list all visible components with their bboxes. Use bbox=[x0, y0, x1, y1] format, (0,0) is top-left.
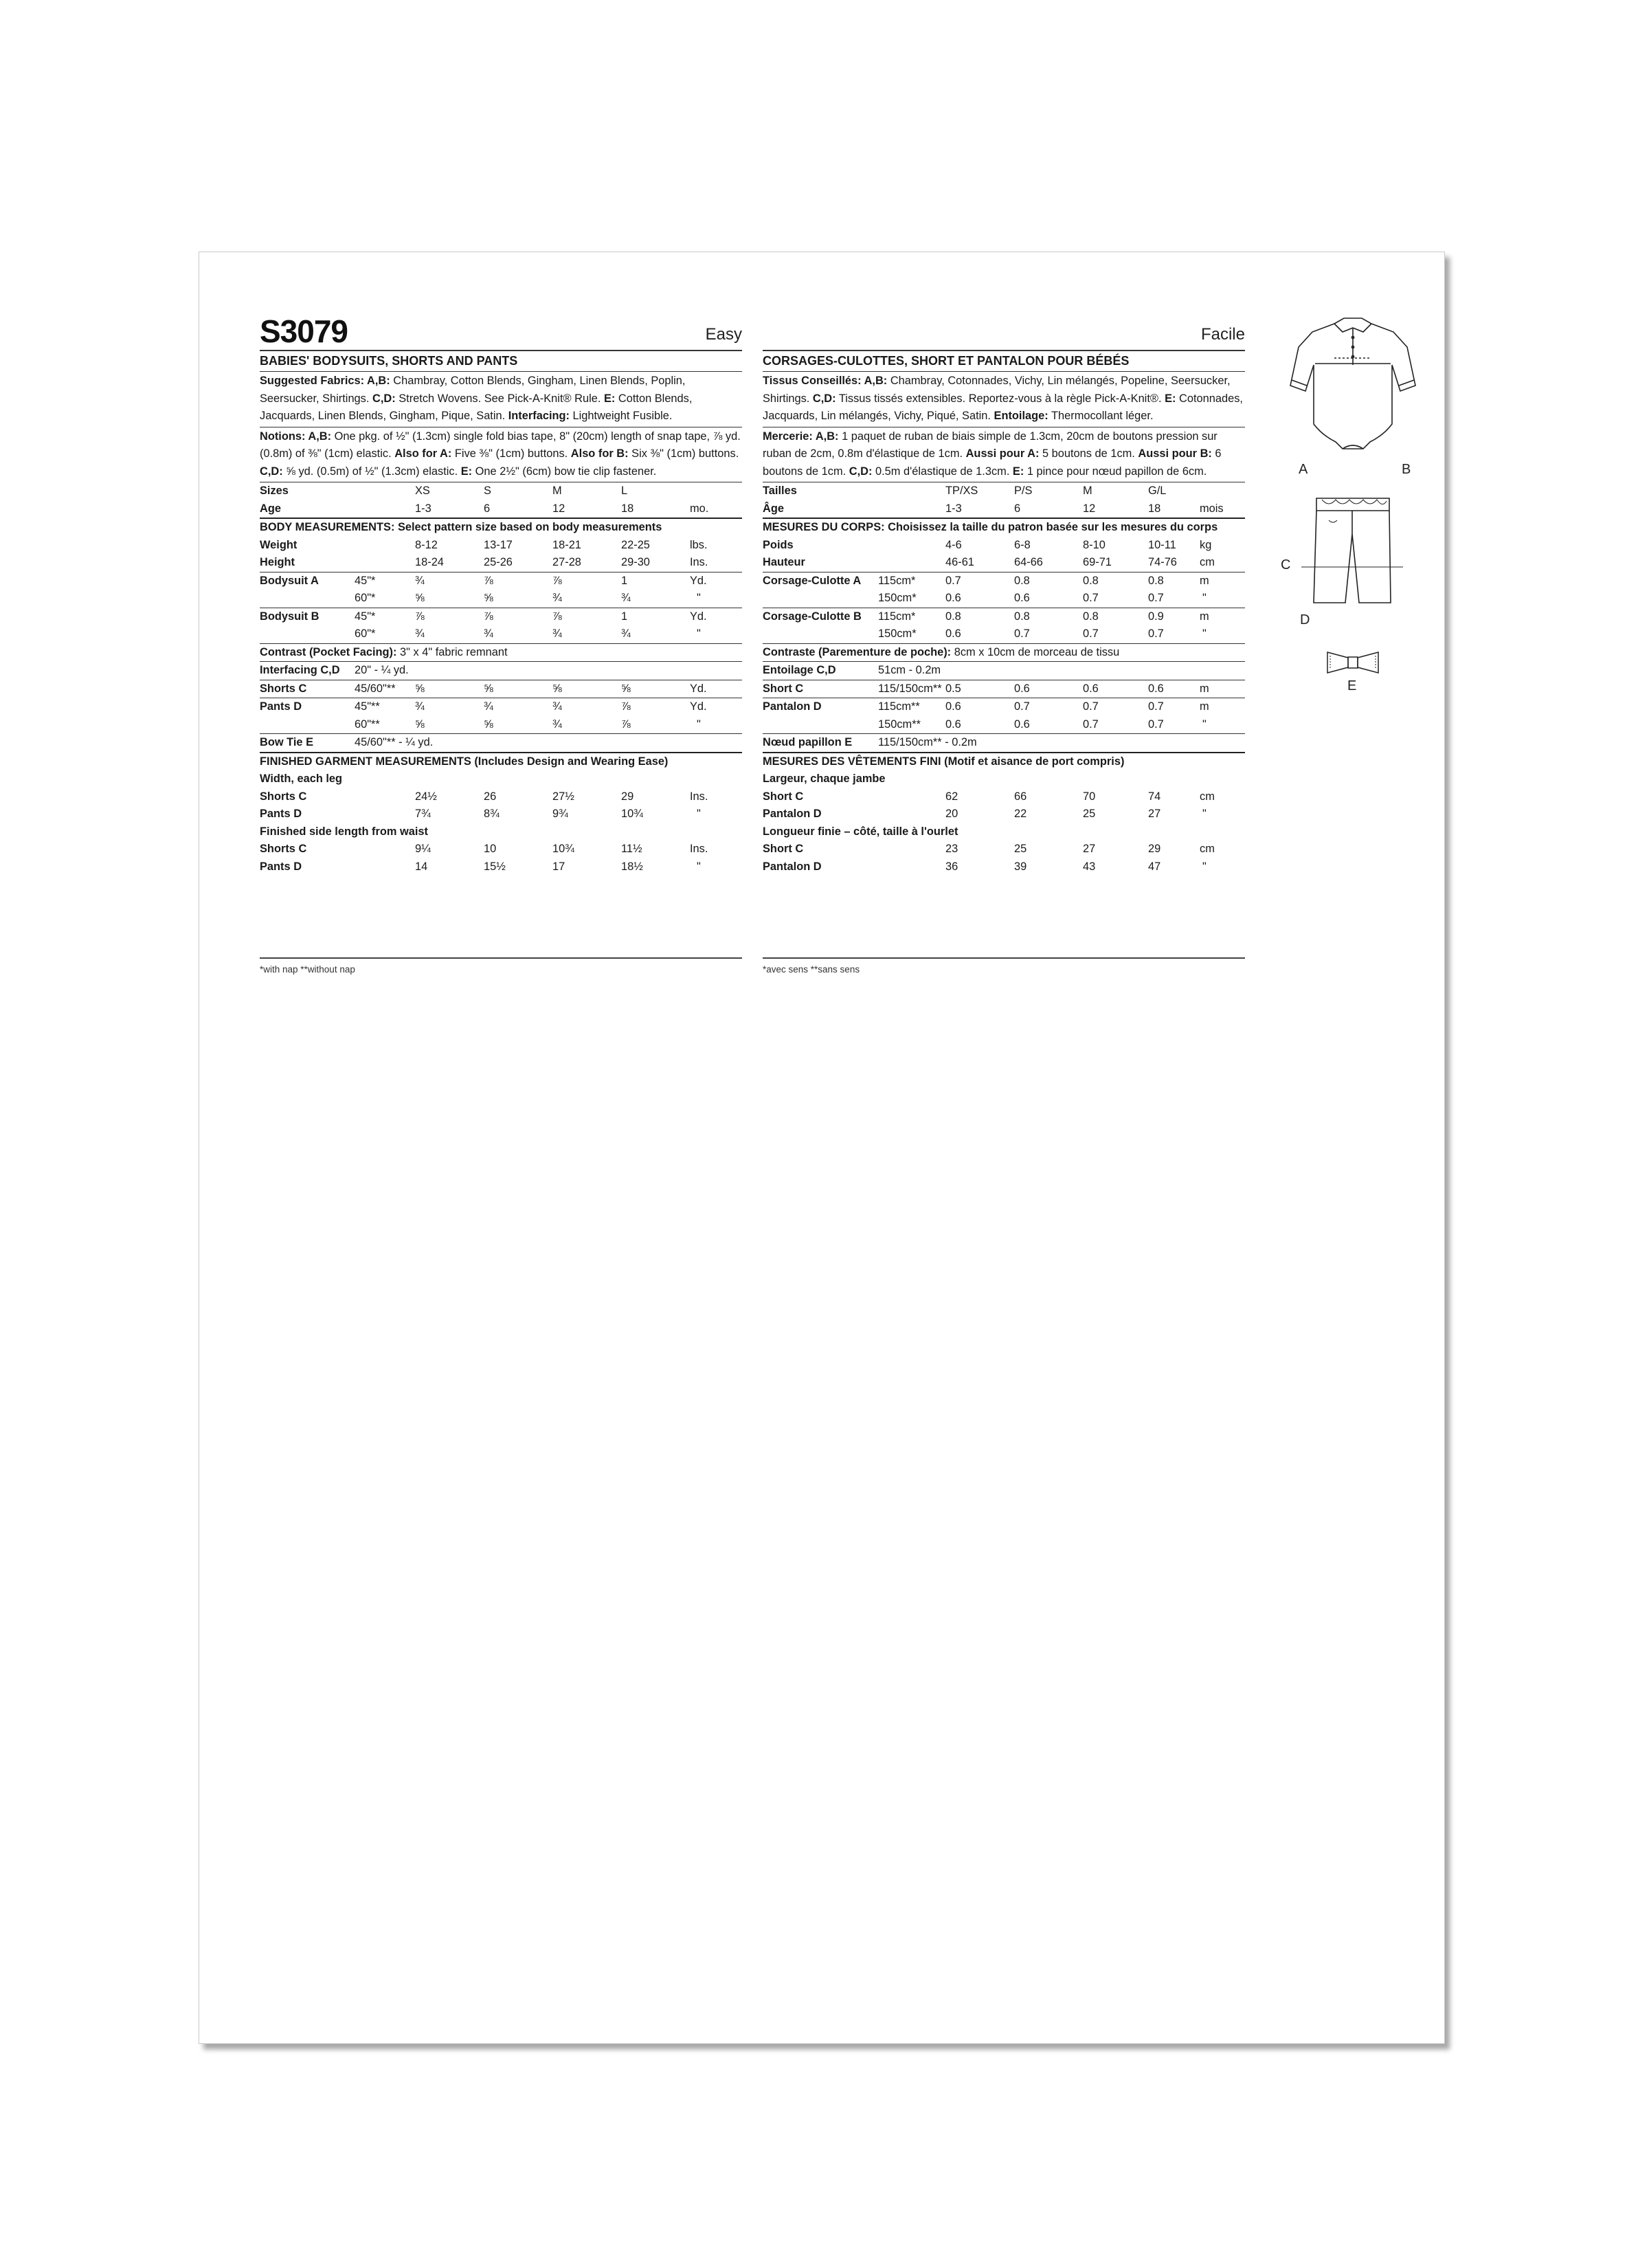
age-unit: mo. bbox=[690, 502, 709, 515]
yardage-cell: ⅝ bbox=[484, 682, 493, 695]
pattern-title: BABIES' BODYSUITS, SHORTS AND PANTS bbox=[260, 350, 742, 371]
yardage-cell: ⅞ bbox=[621, 718, 631, 731]
length-heading-text: Finished side length from waist bbox=[260, 825, 428, 838]
yardage-cell: 0.7 bbox=[1148, 700, 1164, 713]
garment-line-art bbox=[1274, 314, 1432, 699]
weight-cell: 18-21 bbox=[552, 538, 581, 551]
shorts-c-label: Shorts C bbox=[260, 682, 307, 695]
measure-cell: 22 bbox=[1014, 808, 1027, 820]
pattern-title: CORSAGES-CULOTTES, SHORT ET PANTALON POUR BÉBÉS bbox=[763, 350, 1245, 371]
suggested-fabrics: Tissus Conseillés: A,B: Chambray, Cotonnades, Vichy, Lin mélangés, Popeline, Seersucker, Shirtings. C,D: Tissus tissés extensibles. Reportez-vous à la règle Pick-A-Knit®. E: Cotonnades, Jacquards, Lin mélangés, Vichy, Piqué, Satin. Entoilage: Thermocollant léger. bbox=[763, 371, 1245, 427]
bodysuit-b-row-2 bbox=[763, 625, 1245, 643]
yardage-cell: 0.7 bbox=[1148, 718, 1164, 731]
measure-cell: 20 bbox=[945, 808, 958, 820]
height-row bbox=[763, 554, 1245, 572]
age-row bbox=[763, 500, 1245, 520]
age-cell: 18 bbox=[1148, 502, 1161, 515]
interfacing-value: 20" - ¼ yd. bbox=[355, 664, 409, 676]
yardage-cell: ¾ bbox=[552, 592, 562, 604]
body-heading-text: BODY MEASUREMENTS: Select pattern size based on body measurements bbox=[260, 521, 662, 533]
yardage-cell: ¾ bbox=[415, 700, 425, 713]
yardage-cell: ⅝ bbox=[552, 682, 562, 695]
yardage-cell: 1 bbox=[621, 610, 628, 623]
shorts-c-label: Short C bbox=[763, 843, 804, 855]
yardage-cell: 0.7 bbox=[1083, 718, 1099, 731]
bow-tie-label: Bow Tie E bbox=[260, 736, 314, 748]
shorts-c-row bbox=[763, 680, 1245, 698]
yardage-cell: 0.6 bbox=[1014, 682, 1030, 695]
interfacing-label: Entoilage C,D bbox=[763, 664, 836, 676]
view-label-b: B bbox=[1402, 462, 1411, 477]
pants-d-row-2 bbox=[763, 716, 1245, 734]
bow-tie-value: 45/60"** - ¼ yd. bbox=[355, 736, 434, 748]
bodysuit-a-row-2 bbox=[260, 590, 742, 608]
fabric-width: 45/60"** bbox=[355, 682, 396, 695]
measure-unit: Ins. bbox=[690, 843, 708, 855]
height-cell: 29-30 bbox=[621, 556, 650, 568]
pattern-sheet bbox=[199, 252, 1445, 2044]
age-row bbox=[260, 500, 742, 520]
yardage-cell: 0.6 bbox=[945, 627, 961, 640]
footnote-divider bbox=[260, 957, 742, 959]
sizes-row bbox=[763, 482, 1245, 500]
yardage-cell: ⅝ bbox=[484, 592, 493, 604]
measure-cell: 62 bbox=[945, 790, 958, 803]
width-heading-text: Width, each leg bbox=[260, 772, 343, 785]
length-heading bbox=[260, 823, 742, 841]
length-heading bbox=[763, 823, 1245, 841]
yardage-cell: 0.8 bbox=[1083, 574, 1099, 587]
yardage-unit: m bbox=[1200, 700, 1209, 713]
measure-cell: 39 bbox=[1014, 860, 1027, 873]
yardage-unit: m bbox=[1200, 610, 1209, 623]
bow-tie-label: Nœud papillon E bbox=[763, 736, 853, 748]
yardage-cell: ⅞ bbox=[552, 610, 562, 623]
size-cell: L bbox=[621, 485, 628, 497]
measure-cell: 36 bbox=[945, 860, 958, 873]
yardage-cell: 0.6 bbox=[945, 700, 961, 713]
sizes-label: Sizes bbox=[260, 485, 289, 497]
yardage-cell: ⅞ bbox=[621, 700, 631, 713]
pants-d-label: Pants D bbox=[260, 860, 302, 873]
finished-heading-text: MESURES DES VÊTEMENTS FINI (Motif et aisance de port compris) bbox=[763, 755, 1125, 768]
pants-d-label: Pants D bbox=[260, 700, 302, 713]
weight-cell: 10-11 bbox=[1148, 538, 1176, 551]
measure-cell: 25 bbox=[1014, 843, 1027, 855]
measure-cell: 10¾ bbox=[552, 843, 574, 855]
measure-cell: 74 bbox=[1148, 790, 1161, 803]
difficulty-level: Facile bbox=[1200, 325, 1245, 344]
measure-unit: " bbox=[1202, 860, 1207, 873]
yardage-cell: 0.7 bbox=[1083, 592, 1099, 604]
notions: Notions: A,B: One pkg. of ½" (1.3cm) single fold bias tape, 8" (20cm) length of snap tape, ⅞ yd. (0.8m) of ⅜" (1cm) elastic. Also for A: Five ⅜" (1cm) buttons. Also for B: Six ⅜" (1cm) buttons. C,D: ⅝ yd. (0.5m) of ½" (1.3cm) elastic. E: One 2½" (6cm) bow tie clip fastener. bbox=[260, 427, 742, 482]
size-cell: TP/XS bbox=[945, 485, 978, 497]
sizes-label: Tailles bbox=[763, 485, 797, 497]
height-row bbox=[260, 554, 742, 572]
suggested-fabrics: Suggested Fabrics: A,B: Chambray, Cotton Blends, Gingham, Linen Blends, Poplin, Seersucker, Shirtings. C,D: Stretch Wovens. See Pick-A-Knit® Rule. E: Cotton Blends, Jacquards, Linen Blends, Gingham, Pique, Satin. Interfacing: Lightweight Fusible. bbox=[260, 371, 742, 427]
age-label: Âge bbox=[763, 502, 784, 515]
measure-cell: 10¾ bbox=[621, 808, 643, 820]
yardage-cell: ⅝ bbox=[415, 682, 425, 695]
pants-d-label: Pants D bbox=[260, 808, 302, 820]
yardage-unit: " bbox=[697, 627, 701, 640]
bodysuit-drawing bbox=[1290, 318, 1415, 449]
measure-cell: 24½ bbox=[415, 790, 437, 803]
bow-tie-row bbox=[763, 733, 1245, 753]
height-label: Hauteur bbox=[763, 556, 805, 568]
measure-cell: 10 bbox=[484, 843, 497, 855]
height-cell: 18-24 bbox=[415, 556, 444, 568]
fabric-width: 115cm** bbox=[878, 700, 920, 713]
finished-heading bbox=[763, 753, 1245, 771]
finished-heading bbox=[260, 753, 742, 771]
interfacing-row bbox=[260, 661, 742, 680]
yardage-cell: ¾ bbox=[621, 627, 631, 640]
fabric-width: 60"* bbox=[355, 627, 376, 640]
measure-cell: 7¾ bbox=[415, 808, 431, 820]
yardage-cell: 0.8 bbox=[945, 610, 961, 623]
view-label-d: D bbox=[1300, 612, 1310, 627]
view-label-e: E bbox=[1347, 678, 1357, 693]
height-unit: Ins. bbox=[690, 556, 708, 568]
measure-cell: 9¼ bbox=[415, 843, 431, 855]
yardage-cell: ⅞ bbox=[415, 610, 425, 623]
width-heading bbox=[260, 770, 742, 788]
height-unit: cm bbox=[1200, 556, 1215, 568]
weight-cell: 6-8 bbox=[1014, 538, 1031, 551]
length-pants-row bbox=[763, 858, 1245, 876]
age-cell: 1-3 bbox=[415, 502, 431, 515]
shorts-c-row bbox=[260, 680, 742, 698]
age-cell: 6 bbox=[484, 502, 491, 515]
yardage-cell: ¾ bbox=[621, 592, 631, 604]
yardage-unit: " bbox=[1202, 627, 1207, 640]
weight-cell: 22-25 bbox=[621, 538, 650, 551]
fabric-width: 60"* bbox=[355, 592, 376, 604]
age-unit: mois bbox=[1200, 502, 1224, 515]
yardage-cell: 0.8 bbox=[1148, 574, 1164, 587]
weight-unit: kg bbox=[1200, 538, 1212, 551]
view-label-a: A bbox=[1299, 462, 1308, 477]
yardage-cell: 0.6 bbox=[1148, 682, 1164, 695]
bow-tie-row bbox=[260, 733, 742, 753]
contrast-row bbox=[260, 643, 742, 662]
weight-cell: 8-12 bbox=[415, 538, 438, 551]
age-label: Age bbox=[260, 502, 281, 515]
bodysuit-a-row-2 bbox=[763, 590, 1245, 608]
yardage-cell: ¾ bbox=[552, 627, 562, 640]
age-cell: 18 bbox=[621, 502, 634, 515]
length-shorts-row bbox=[763, 841, 1245, 858]
yardage-cell: 0.6 bbox=[945, 718, 961, 731]
contrast-text bbox=[260, 644, 508, 662]
size-cell: P/S bbox=[1014, 485, 1033, 497]
contrast-label: Contrast (Pocket Facing): bbox=[260, 645, 397, 658]
fabric-width: 150cm** bbox=[878, 718, 921, 731]
width-pants-row bbox=[260, 805, 742, 823]
view-label-c: C bbox=[1281, 557, 1291, 572]
pants-d-label: Pantalon D bbox=[763, 700, 822, 713]
contrast-value: 3" x 4" fabric remnant bbox=[400, 645, 508, 658]
measure-cell: 25 bbox=[1083, 808, 1096, 820]
width-pants-row bbox=[763, 805, 1245, 823]
shorts-c-label: Short C bbox=[763, 682, 804, 695]
contrast-text bbox=[763, 644, 1119, 662]
measure-cell: 11½ bbox=[621, 843, 642, 855]
body-heading-text: MESURES DU CORPS: Choisissez la taille du patron basée sur les mesures du corps bbox=[763, 521, 1218, 533]
contrast-row bbox=[763, 643, 1245, 662]
measure-cell: 43 bbox=[1083, 860, 1096, 873]
weight-cell: 4-6 bbox=[945, 538, 962, 551]
age-cell: 12 bbox=[552, 502, 565, 515]
shorts-c-label: Short C bbox=[763, 790, 804, 803]
notions: Mercerie: A,B: 1 paquet de ruban de biais simple de 1.3cm, 20cm de boutons pression sur ruban de 2cm, 0.8m d'élastique de 1cm. Aussi pour A: 5 boutons de 1cm. Aussi pour B: 6 boutons de 1cm. C,D: 0.5m d'élastique de 1.3cm. E: 1 pince pour nœud papillon de 6cm. bbox=[763, 427, 1245, 482]
weight-label: Poids bbox=[763, 538, 794, 551]
yardage-cell: ⅞ bbox=[484, 610, 493, 623]
interfacing-value: 51cm - 0.2m bbox=[878, 664, 941, 676]
size-cell: M bbox=[552, 485, 562, 497]
yardage-unit: " bbox=[1202, 718, 1207, 731]
contrast-value: 8cm x 10cm de morceau de tissu bbox=[954, 645, 1120, 658]
bodysuit-b-row-2 bbox=[260, 625, 742, 643]
yardage-unit: Yd. bbox=[690, 574, 707, 587]
yardage-cell: 0.9 bbox=[1148, 610, 1164, 623]
measure-cell: 47 bbox=[1148, 860, 1161, 873]
measure-cell: 18½ bbox=[621, 860, 643, 873]
fabric-width: 45"** bbox=[355, 700, 380, 713]
weight-cell: 8-10 bbox=[1083, 538, 1106, 551]
length-shorts-row bbox=[260, 841, 742, 858]
footnote-divider bbox=[763, 957, 1245, 959]
yardage-cell: ¾ bbox=[415, 627, 425, 640]
yardage-unit: " bbox=[697, 718, 701, 731]
measure-cell: 27 bbox=[1148, 808, 1161, 820]
fabric-width: 115cm* bbox=[878, 574, 916, 587]
yardage-cell: ⅝ bbox=[415, 718, 425, 731]
measure-cell: 27½ bbox=[552, 790, 574, 803]
interfacing-row bbox=[763, 661, 1245, 680]
measure-unit: " bbox=[697, 808, 701, 820]
fabric-width: 115/150cm** bbox=[878, 682, 942, 695]
yardage-cell: 0.6 bbox=[1014, 718, 1030, 731]
yardage-unit: Yd. bbox=[690, 682, 707, 695]
style-number: S3079 bbox=[260, 313, 348, 349]
measure-cell: 70 bbox=[1083, 790, 1096, 803]
height-cell: 46-61 bbox=[945, 556, 974, 568]
yardage-cell: ¾ bbox=[415, 574, 425, 587]
bodysuit-b-row-1 bbox=[763, 608, 1245, 626]
yardage-cell: 0.6 bbox=[1083, 682, 1099, 695]
measure-cell: 8¾ bbox=[484, 808, 500, 820]
finished-heading-text: FINISHED GARMENT MEASUREMENTS (Includes Design and Wearing Ease) bbox=[260, 755, 669, 768]
height-label: Height bbox=[260, 556, 295, 568]
yardage-cell: 0.8 bbox=[1014, 610, 1030, 623]
height-cell: 64-66 bbox=[1014, 556, 1043, 568]
yardage-cell: ¾ bbox=[552, 718, 562, 731]
width-shorts-row bbox=[260, 788, 742, 806]
fabric-width: 150cm* bbox=[878, 627, 917, 640]
pants-d-label: Pantalon D bbox=[763, 808, 822, 820]
measure-unit: cm bbox=[1200, 790, 1215, 803]
difficulty-level: Easy bbox=[705, 325, 742, 344]
yardage-cell: ¾ bbox=[484, 627, 493, 640]
interfacing-label: Interfacing C,D bbox=[260, 664, 340, 676]
pants-d-label: Pantalon D bbox=[763, 860, 822, 873]
yardage-cell: 0.8 bbox=[1014, 574, 1030, 587]
measure-cell: 27 bbox=[1083, 843, 1096, 855]
pants-d-row-2 bbox=[260, 716, 742, 734]
measure-cell: 9¾ bbox=[552, 808, 568, 820]
yardage-cell: 0.5 bbox=[945, 682, 961, 695]
pants-d-row-1 bbox=[763, 698, 1245, 716]
fabric-width: 115cm* bbox=[878, 610, 916, 623]
shorts-c-label: Shorts C bbox=[260, 790, 307, 803]
sizes-row bbox=[260, 482, 742, 500]
yardage-cell: 0.7 bbox=[1014, 627, 1030, 640]
bodysuit-b-label: Corsage-Culotte B bbox=[763, 610, 862, 623]
height-cell: 27-28 bbox=[552, 556, 581, 568]
yardage-unit: m bbox=[1200, 574, 1209, 587]
width-heading bbox=[763, 770, 1245, 788]
bow-tie-value: 115/150cm** - 0.2m bbox=[878, 736, 977, 748]
technical-drawings bbox=[1274, 314, 1432, 699]
yardage-unit: " bbox=[1202, 592, 1207, 604]
bodysuit-a-row-1 bbox=[260, 572, 742, 590]
yardage-cell: ⅝ bbox=[621, 682, 631, 695]
bow-tie-drawing bbox=[1327, 652, 1378, 673]
body-measurements-heading bbox=[763, 519, 1245, 537]
yardage-unit: m bbox=[1200, 682, 1209, 695]
yardage-cell: ¾ bbox=[552, 700, 562, 713]
width-heading-text: Largeur, chaque jambe bbox=[763, 772, 886, 785]
measure-unit: cm bbox=[1200, 843, 1215, 855]
fabric-width: 150cm* bbox=[878, 592, 917, 604]
yardage-cell: 0.6 bbox=[1014, 592, 1030, 604]
measure-cell: 23 bbox=[945, 843, 958, 855]
height-cell: 69-71 bbox=[1083, 556, 1112, 568]
yardage-cell: 0.7 bbox=[1083, 627, 1099, 640]
weight-unit: lbs. bbox=[690, 538, 708, 551]
footnote: *avec sens **sans sens bbox=[763, 964, 860, 975]
bodysuit-b-label: Bodysuit B bbox=[260, 610, 319, 623]
measure-unit: Ins. bbox=[690, 790, 708, 803]
measure-unit: " bbox=[1202, 808, 1207, 820]
yardage-cell: 0.7 bbox=[1148, 592, 1164, 604]
contrast-label: Contraste (Parementure de poche): bbox=[763, 645, 952, 658]
yardage-unit: Yd. bbox=[690, 610, 707, 623]
size-cell: S bbox=[484, 485, 491, 497]
yardage-cell: ⅝ bbox=[484, 718, 493, 731]
yardage-cell: ¾ bbox=[484, 700, 493, 713]
height-cell: 25-26 bbox=[484, 556, 513, 568]
age-cell: 12 bbox=[1083, 502, 1096, 515]
shorts-c-label: Shorts C bbox=[260, 843, 307, 855]
age-cell: 1-3 bbox=[945, 502, 962, 515]
yardage-cell: 0.6 bbox=[945, 592, 961, 604]
yardage-cell: 0.7 bbox=[1148, 627, 1164, 640]
pants-d-row-1 bbox=[260, 698, 742, 716]
yardage-unit: " bbox=[697, 592, 701, 604]
measure-cell: 14 bbox=[415, 860, 428, 873]
fabric-width: 60"** bbox=[355, 718, 380, 731]
size-cell: G/L bbox=[1148, 485, 1167, 497]
measure-cell: 66 bbox=[1014, 790, 1027, 803]
yardage-cell: 1 bbox=[621, 574, 628, 587]
yardage-cell: ⅝ bbox=[415, 592, 425, 604]
body-measurements-heading bbox=[260, 519, 742, 537]
footnote: *with nap **without nap bbox=[260, 964, 355, 975]
weight-label: Weight bbox=[260, 538, 298, 551]
size-cell: M bbox=[1083, 485, 1092, 497]
weight-cell: 13-17 bbox=[484, 538, 513, 551]
measure-cell: 17 bbox=[552, 860, 565, 873]
size-cell: XS bbox=[415, 485, 430, 497]
yardage-unit: Yd. bbox=[690, 700, 707, 713]
yardage-cell: 0.7 bbox=[945, 574, 961, 587]
measure-cell: 29 bbox=[1148, 843, 1161, 855]
fabric-width: 45"* bbox=[355, 574, 376, 587]
measure-cell: 29 bbox=[621, 790, 634, 803]
pants-drawing bbox=[1301, 498, 1403, 603]
measure-cell: 15½ bbox=[484, 860, 506, 873]
weight-row bbox=[260, 537, 742, 555]
length-heading-text: Longueur finie – côté, taille à l'ourlet bbox=[763, 825, 958, 838]
bodysuit-a-label: Bodysuit A bbox=[260, 574, 319, 587]
length-pants-row bbox=[260, 858, 742, 876]
yardage-cell: 0.8 bbox=[1083, 610, 1099, 623]
measure-cell: 26 bbox=[484, 790, 497, 803]
height-cell: 74-76 bbox=[1148, 556, 1177, 568]
measure-unit: " bbox=[697, 860, 701, 873]
yardage-cell: ⅞ bbox=[484, 574, 493, 587]
fabric-width: 45"* bbox=[355, 610, 376, 623]
yardage-cell: 0.7 bbox=[1014, 700, 1030, 713]
width-shorts-row bbox=[763, 788, 1245, 806]
bodysuit-a-row-1 bbox=[763, 572, 1245, 590]
bodysuit-b-row-1 bbox=[260, 608, 742, 626]
yardage-cell: ⅞ bbox=[552, 574, 562, 587]
yardage-cell: 0.7 bbox=[1083, 700, 1099, 713]
age-cell: 6 bbox=[1014, 502, 1021, 515]
weight-row bbox=[763, 537, 1245, 555]
bodysuit-a-label: Corsage-Culotte A bbox=[763, 574, 862, 587]
